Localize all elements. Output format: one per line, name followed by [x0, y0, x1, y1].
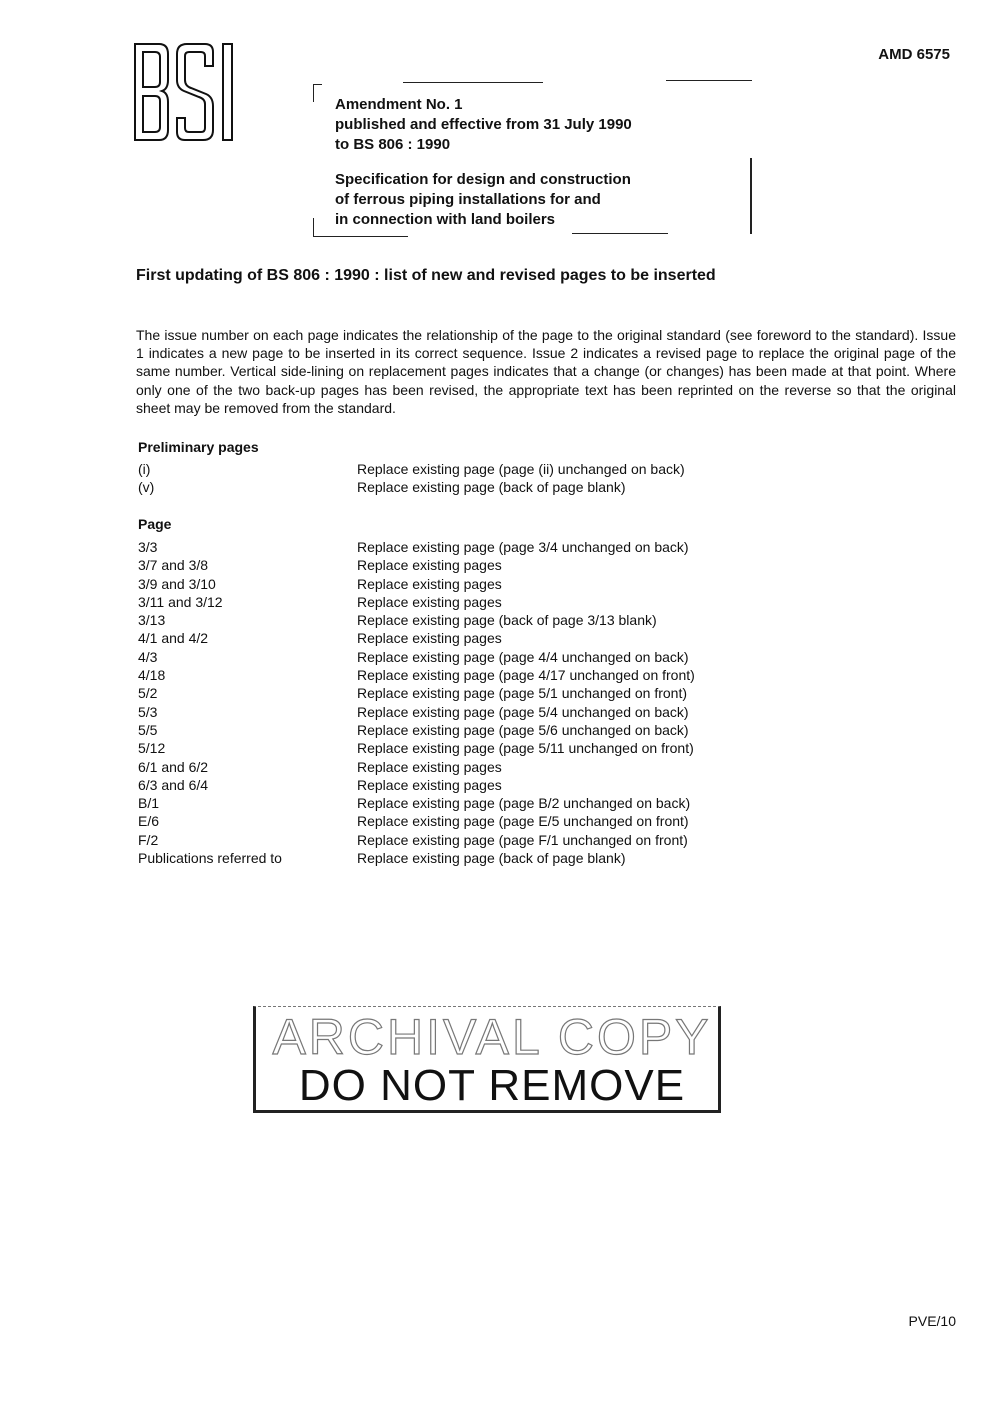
list-item: 3/13 Replace existing page (back of page 3/13 blank)	[138, 612, 657, 629]
list-item: 5/3 Replace existing page (page 5/4 unchanged on back)	[138, 703, 689, 720]
list-item: 6/3 and 6/4 Replace existing pages	[138, 776, 502, 793]
amendment-line: Amendment No. 1	[335, 96, 463, 113]
list-item: E/6 Replace existing page (page E/5 unchanged on front)	[138, 813, 689, 830]
box-left-top	[313, 84, 314, 102]
intro-paragraph: The issue number on each page indicates the relationship of the page to the original standard (see foreword to the standard). Issue 1 indicates a new page to be inserted in its correct sequence. Issue 2 indicates a revised page to replace the original page of the same number. Vertical side-lining on replacement pages indicates that a change (or changes) has been made at that point. Where only one of the two back-up pages has been revised, the appropriate text has been reprinted on the reverse so that the original sheet may be removed from the standard.	[136, 327, 956, 416]
box-right-line	[750, 158, 752, 234]
box-corner-top	[313, 84, 322, 85]
stamp-line-2: DO NOT REMOVE	[298, 1061, 686, 1110]
list-item: Publications referred to Replace existing page (back of page blank)	[138, 850, 626, 867]
bsi-logo	[133, 42, 248, 142]
title-line: of ferrous piping installations for and	[335, 191, 601, 208]
list-item: (v) Replace existing page (back of page blank)	[138, 479, 626, 496]
list-item: 3/3 Replace existing page (page 3/4 unchanged on back)	[138, 539, 689, 555]
standard-title	[335, 170, 631, 230]
page-heading: Page	[138, 516, 172, 532]
stamp-line-1: ARCHIVAL COPY	[272, 1009, 712, 1065]
list-item: (i) Replace existing page (page (ii) unchanged on back)	[138, 461, 685, 477]
box-left-bottom	[313, 218, 314, 236]
amendment-info	[335, 95, 632, 155]
publication-line: published and effective from 31 July 1990	[335, 116, 632, 133]
box-bottom-line-1	[313, 236, 408, 237]
footer-code: PVE/10	[908, 1313, 956, 1329]
list-item: 6/1 and 6/2 Replace existing pages	[138, 758, 502, 775]
box-top-line-1	[403, 82, 543, 83]
section-title: First updating of BS 806 : 1990 : list of new and revised pages to be inserted	[136, 267, 716, 284]
list-item: 3/7 and 3/8 Replace existing pages	[138, 557, 502, 574]
list-item: 3/11 and 3/12 Replace existing pages	[138, 593, 502, 610]
list-item: 5/12 Replace existing page (page 5/11 unchanged on front)	[138, 740, 694, 757]
page-list	[138, 538, 695, 867]
box-bottom-line-2	[572, 233, 668, 234]
box-top-line-2	[666, 80, 752, 81]
standard-line: to BS 806 : 1990	[335, 136, 451, 153]
list-item: 4/3 Replace existing page (page 4/4 unchanged on back)	[138, 648, 689, 665]
archival-copy-stamp	[253, 1006, 721, 1113]
title-line: in connection with land boilers	[335, 211, 556, 228]
list-item: 4/1 and 4/2 Replace existing pages	[138, 630, 502, 647]
list-item: 3/9 and 3/10 Replace existing pages	[138, 575, 502, 592]
list-item: 5/2 Replace existing page (page 5/1 unchanged on front)	[138, 685, 688, 702]
list-item: 4/18 Replace existing page (page 4/17 unchanged on front)	[138, 667, 695, 684]
amendment-number: AMD 6575	[878, 46, 950, 63]
list-item: 5/5 Replace existing page (page 5/6 unchanged on back)	[138, 721, 689, 738]
title-line: Specification for design and construction	[335, 171, 631, 188]
preliminary-heading: Preliminary pages	[138, 439, 259, 455]
preliminary-list	[138, 460, 685, 497]
list-item: F/2 Replace existing page (page F/1 unchanged on front)	[138, 831, 688, 848]
list-item: B/1 Replace existing page (page B/2 unchanged on back)	[138, 795, 691, 812]
